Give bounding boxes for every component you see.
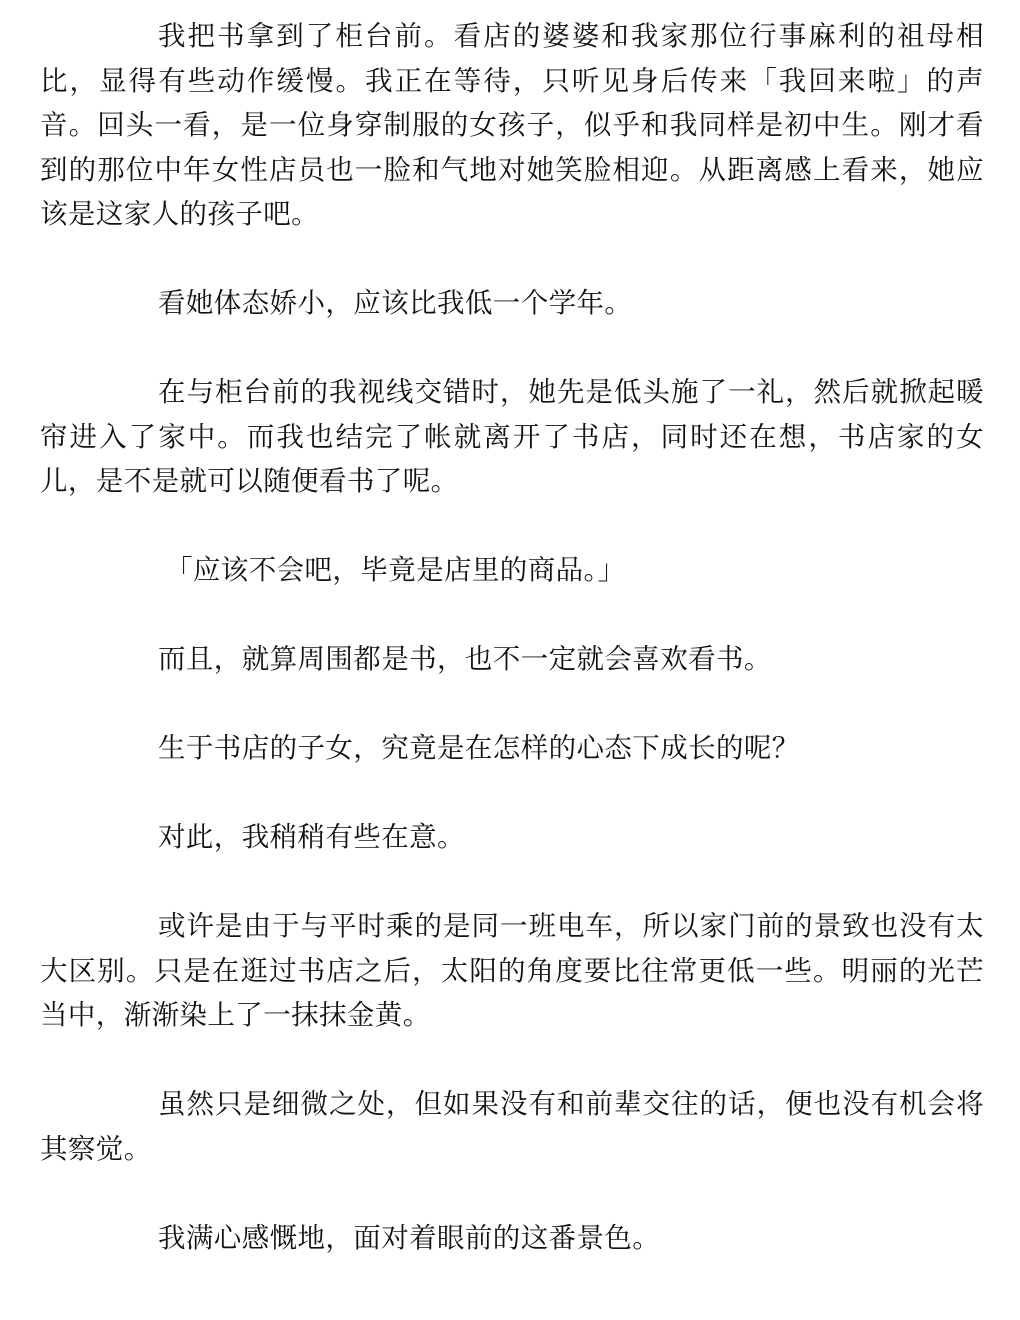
paragraph-gap <box>40 1171 984 1216</box>
paragraph-9: 虽然只是细微之处，但如果没有和前辈交往的话，便也没有机会将其察觉。 <box>40 1088 984 1165</box>
paragraph-2: 看她体态娇小，应该比我低一个学年。 <box>158 287 633 319</box>
paragraph-gap <box>40 237 984 282</box>
paragraph-gap <box>40 504 984 549</box>
paragraph-10: 我满心感慨地，面对着眼前的这番景色。 <box>158 1221 661 1254</box>
paragraph-gap <box>40 771 984 816</box>
paragraph-6: 生于书店的子女，究竟是在怎样的心态下成长的呢？ <box>158 732 800 764</box>
paragraph-gap <box>40 326 984 371</box>
paragraph-1: 我把书拿到了柜台前。看店的婆婆和我家那位行事麻利的祖母相比，显得有些动作缓慢。我正在等待，只听见身后传来「我回来啦」的声音。回头一看，是一位身穿制服的女孩子，似乎和我同样是初中生。刚才看到的那位中年女性店员也一脸和气地对她笑脸相迎。从距离感上看来，她应该是这家人的孩子吧。 <box>40 20 984 230</box>
dialogue-line: 「应该不会吧，毕竟是店里的商品。」 <box>165 554 626 586</box>
paragraph-8: 或许是由于与平时乘的是同一班电车，所以家门前的景致也没有太大区别。只是在逛过书店之后，太阳的角度要比往常更低一些。明丽的光芒当中，渐渐染上了一抹抹金黄。 <box>40 910 984 1031</box>
paragraph-gap <box>40 860 984 905</box>
paragraph-3: 在与柜台前的我视线交错时，她先是低头施了一礼，然后就掀起暖帘进入了家中。而我也结完了帐就离开了书店，同时还在想，书店家的女儿，是不是就可以随便看书了呢。 <box>40 376 984 497</box>
paragraph-gap <box>40 1038 984 1083</box>
document-page <box>40 14 984 1260</box>
paragraph-gap <box>40 593 984 638</box>
paragraph-7: 对此，我稍稍有些在意。 <box>158 821 465 853</box>
paragraph-5: 而且，就算周围都是书，也不一定就会喜欢看书。 <box>158 643 772 675</box>
paragraph-gap <box>40 682 984 727</box>
